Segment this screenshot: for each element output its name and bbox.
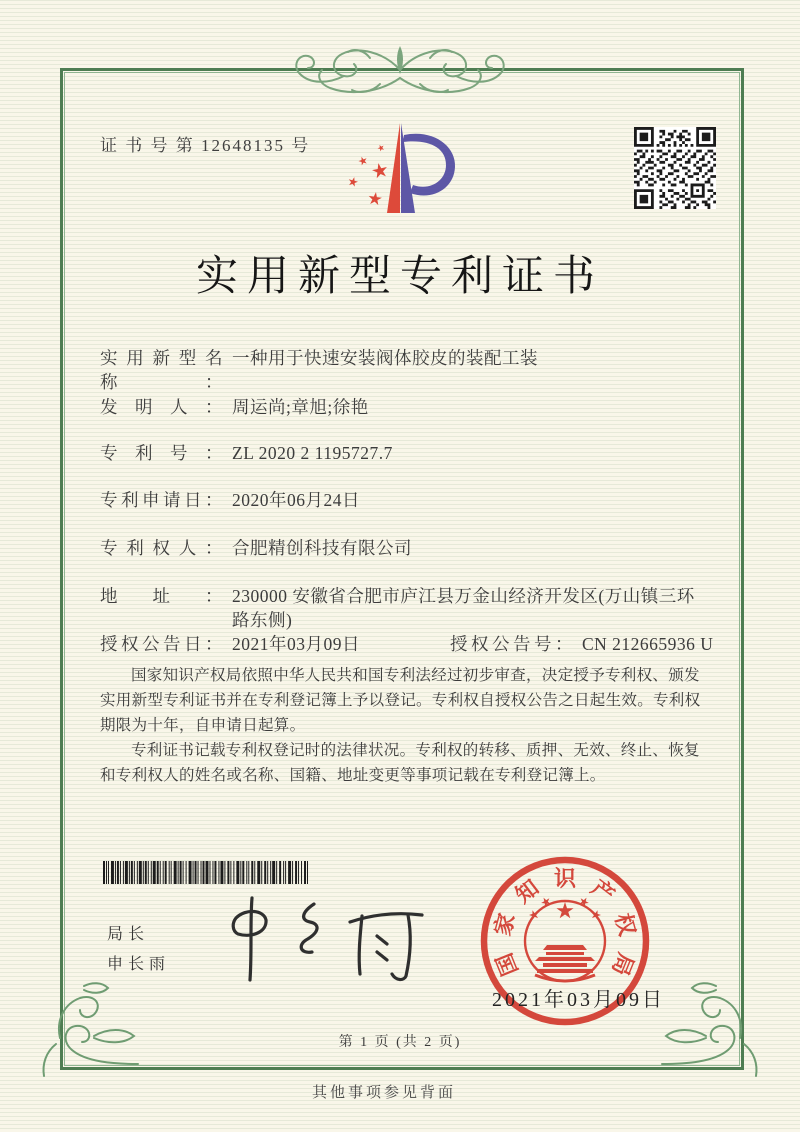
barcode xyxy=(103,861,309,884)
field-row-patentee xyxy=(100,536,704,560)
seal-char: 识 xyxy=(553,866,577,891)
field-value: ZL 2020 2 1195727.7 xyxy=(232,443,393,463)
field-value: 230000 安徽省合肥市庐江县万金山经济开发区(万山镇三环路东侧) xyxy=(232,586,695,630)
field-label: 授权公告号： xyxy=(450,634,573,654)
field-value: 周运尚;章旭;徐艳 xyxy=(232,397,369,417)
field-row-patent-number xyxy=(100,441,704,465)
qr-code xyxy=(634,127,716,209)
certificate-number: 证 书 号 第 12648135 号 xyxy=(100,136,311,155)
seal-date: 2021年03月09日 xyxy=(492,989,665,1011)
field-value: 一种用于快速安装阀体胶皮的装配工装 xyxy=(232,348,538,368)
field-value: CN 212665936 U xyxy=(582,634,714,654)
field-label: 专利号： xyxy=(100,443,223,463)
field-row-inventors xyxy=(100,395,704,419)
bottom-left-flourish-ornament xyxy=(34,980,146,1084)
field-label: 发明人： xyxy=(100,397,223,417)
legal-text-block xyxy=(100,663,706,788)
certificate-title: 实用新型专利证书 xyxy=(195,254,604,300)
seal-char: 国 xyxy=(491,949,523,980)
field-row-address xyxy=(100,584,704,632)
director-title: 局长 xyxy=(107,926,150,943)
field-grant-number xyxy=(450,632,713,656)
seal-char: 家 xyxy=(489,910,520,939)
legal-paragraph-register: 专利证书记载专利权登记时的法律状况。专利权的转移、质押、无效、终止、恢复和专利权人的姓名或名称、国籍、地址变更等事项记载在专利登记簿上。 xyxy=(100,742,700,784)
field-value: 2020年06月24日 xyxy=(232,490,360,510)
bottom-right-flourish-ornament xyxy=(654,980,766,1084)
page-number: 第 1 页 (共 2 页) xyxy=(338,1035,462,1050)
director-name: 申长雨 xyxy=(107,956,171,973)
field-row-grant xyxy=(100,632,714,656)
back-side-note: 其他事项参见背面 xyxy=(312,1085,457,1101)
field-label: 实用新型名称： xyxy=(100,348,223,392)
director-handwritten-signature xyxy=(222,888,437,985)
field-label: 专利权人： xyxy=(100,538,223,558)
seal-char: 产 xyxy=(586,874,620,908)
field-label: 授权公告日： xyxy=(100,634,223,654)
field-row-filing-date xyxy=(100,488,704,512)
seal-char: 知 xyxy=(510,874,544,908)
field-row-invention-name xyxy=(100,346,704,394)
legal-paragraph-grant: 国家知识产权局依照中华人民共和国专利法经过初步审查，决定授予专利权、颁发实用新型专利证书并在专利登记簿上予以登记。专利权自授权公告之日起生效。专利权期限为十年，自申请日起算。 xyxy=(100,667,701,734)
field-label: 地址： xyxy=(100,586,223,606)
field-label: 专利申请日： xyxy=(100,490,223,510)
field-value: 合肥精创科技有限公司 xyxy=(232,538,412,558)
field-value: 2021年03月09日 xyxy=(232,634,360,654)
seal-char: 局 xyxy=(607,949,639,980)
top-flourish-ornament xyxy=(280,40,520,112)
cnipa-patent-logo xyxy=(332,115,468,225)
seal-char: 权 xyxy=(610,910,641,939)
